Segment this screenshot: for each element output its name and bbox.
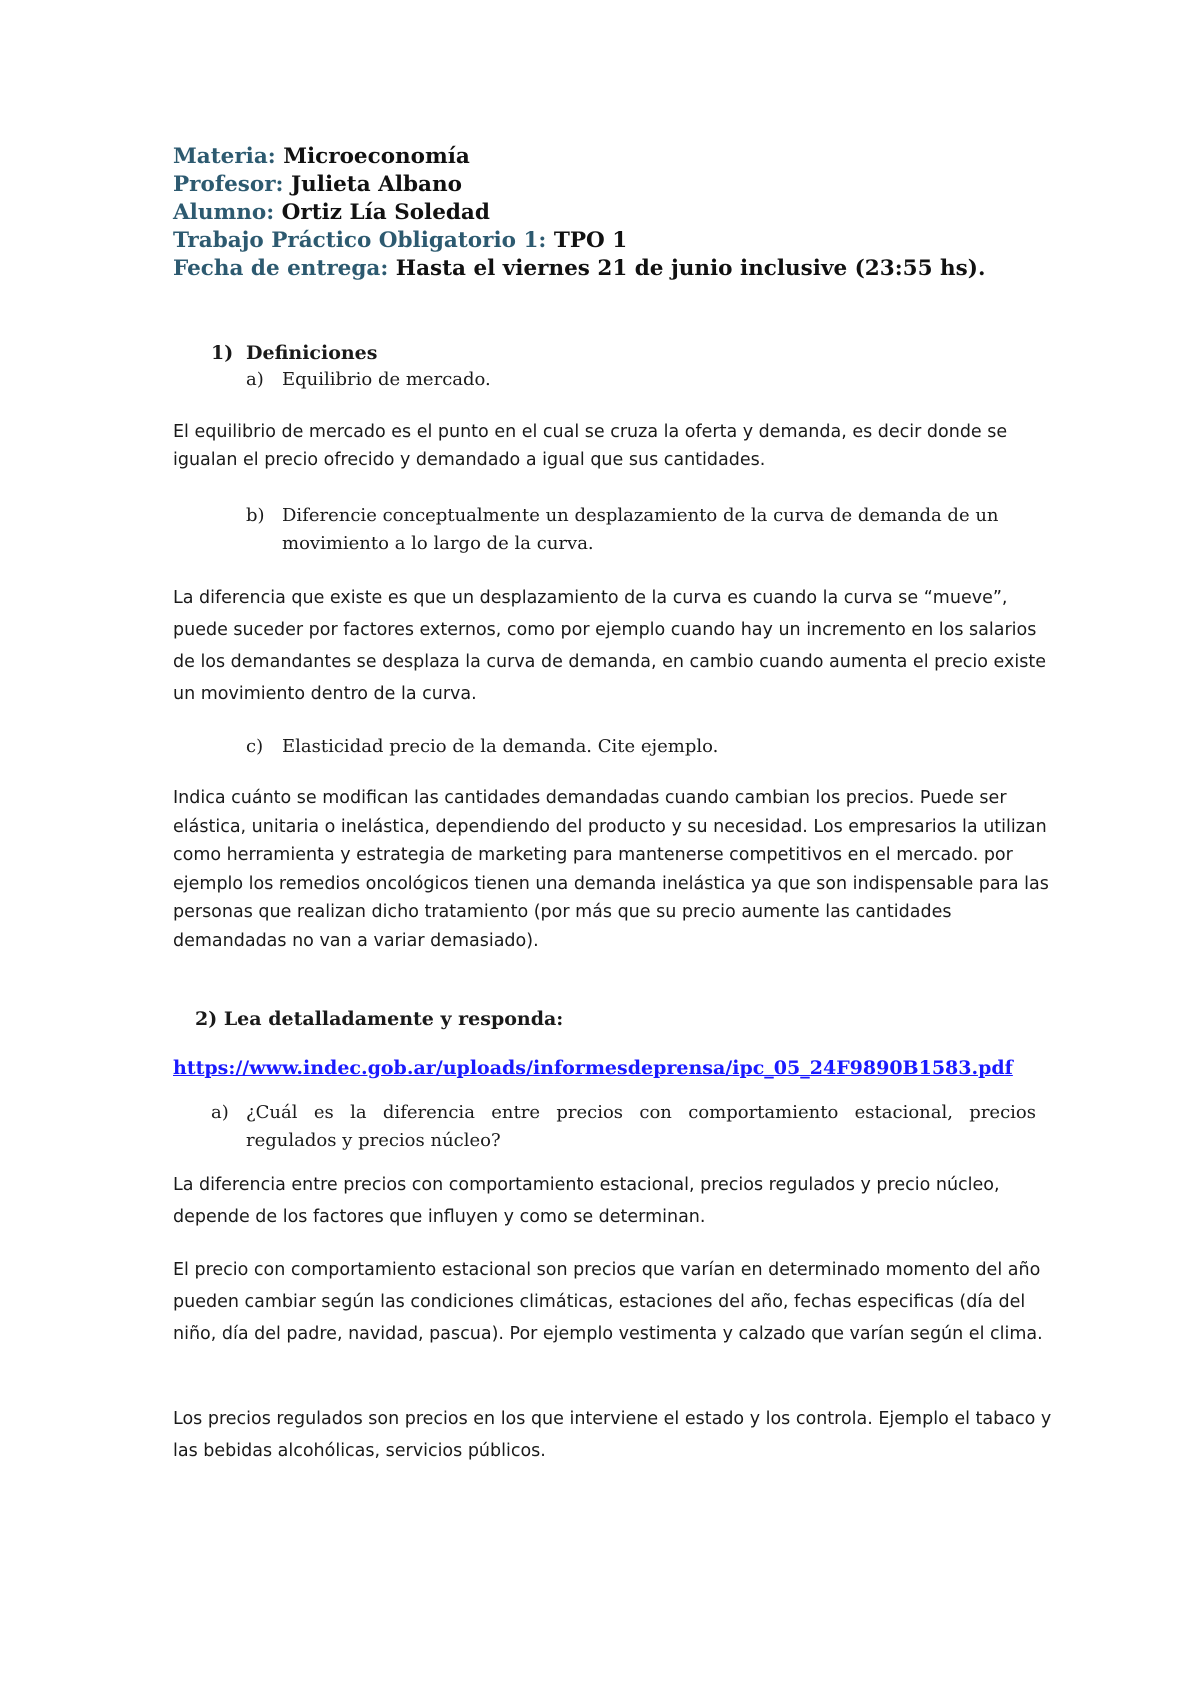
document-header bbox=[173, 143, 1073, 283]
section2-p3: Los precios regulados son precios en los que interviene el estado y los controla. Ejemplo el tabaco y las bebidas alcohólicas, servicios públicos. bbox=[173, 1409, 1052, 1461]
section2-title: 2) Lea detalladamente y responda: bbox=[195, 1008, 564, 1030]
section1-a-answer: El equilibrio de mercado es el punto en el cual se cruza la oferta y demanda, es decir donde se igualan el precio ofrecido y demandado a igual que sus cantidades. bbox=[173, 422, 1008, 470]
indec-report-link[interactable]: https://www.indec.gob.ar/uploads/informesdeprensa/ipc_05_24F9890B1583.pdf bbox=[173, 1057, 1013, 1079]
alumno-label: Alumno: bbox=[173, 200, 275, 225]
section2-p2: El precio con comportamiento estacional son precios que varían en determinado momento del año pueden cambiar según las condiciones climáticas, estaciones del año, fechas especificas (día del niño, día del padre, navidad, pascua). Por ejemplo vestimenta y calzado que varían según el clima. bbox=[173, 1260, 1043, 1344]
section1-number: 1) bbox=[211, 342, 234, 364]
section2-a-letter: a) bbox=[211, 1102, 229, 1123]
section1-c-answer: Indica cuánto se modifican las cantidades demandadas cuando cambian los precios. Puede ser elástica, unitaria o inelástica, dependiendo del producto y su necesidad. Los empresarios la utilizan como herramienta y estrategia de marketing para mantenerse competitivos en el mercado. por ejemplo los remedios oncológicos tienen una demanda inelástica ya que son indispensable para las personas que realizan dicho tratamiento (por más que su precio aumente las cantidades demandadas no van a variar demasiado). bbox=[173, 788, 1049, 951]
fecha-value: Hasta el viernes 21 de junio inclusive (23:55 hs). bbox=[395, 256, 986, 281]
section1-title: Definiciones bbox=[246, 342, 378, 364]
section2-p1: La diferencia entre precios con comportamiento estacional, precios regulados y precio núcleo, depende de los factores que influyen y como se determinan. bbox=[173, 1175, 1000, 1227]
header-profesor bbox=[173, 171, 1073, 199]
section1-a-letter: a) bbox=[246, 369, 264, 390]
fecha-label: Fecha de entrega: bbox=[173, 256, 389, 281]
materia-value: Microeconomía bbox=[283, 144, 470, 169]
profesor-label: Profesor: bbox=[173, 172, 284, 197]
header-fecha bbox=[173, 255, 1073, 283]
trabajo-value: TPO 1 bbox=[553, 228, 628, 253]
header-alumno bbox=[173, 199, 1073, 227]
section1-c-letter: c) bbox=[246, 736, 264, 757]
section1-c-question: Elasticidad precio de la demanda. Cite ejemplo. bbox=[282, 736, 719, 757]
section1-b-answer: La diferencia que existe es que un desplazamiento de la curva es cuando la curva se “mueve”, puede suceder por factores externos, como por ejemplo cuando hay un incremento en los salarios de los demandantes se desplaza la curva de demanda, en cambio cuando aumenta el precio existe un movimiento dentro de la curva. bbox=[173, 588, 1046, 704]
profesor-value: Julieta Albano bbox=[290, 172, 462, 197]
trabajo-label: Trabajo Práctico Obligatorio 1: bbox=[173, 228, 547, 253]
section1-a-question: Equilibrio de mercado. bbox=[282, 369, 491, 390]
section2-a-question: ¿Cuál es la diferencia entre precios con comportamiento estacional, precios regulados y precios núcleo? bbox=[246, 1102, 1036, 1151]
header-trabajo bbox=[173, 227, 1073, 255]
header-materia bbox=[173, 143, 1073, 171]
materia-label: Materia: bbox=[173, 144, 276, 169]
section1-b-letter: b) bbox=[246, 505, 265, 526]
section1-b-question: Diferencie conceptualmente un desplazamiento de la curva de demanda de un movimiento a lo largo de la curva. bbox=[282, 505, 999, 554]
alumno-value: Ortiz Lía Soledad bbox=[281, 200, 490, 225]
